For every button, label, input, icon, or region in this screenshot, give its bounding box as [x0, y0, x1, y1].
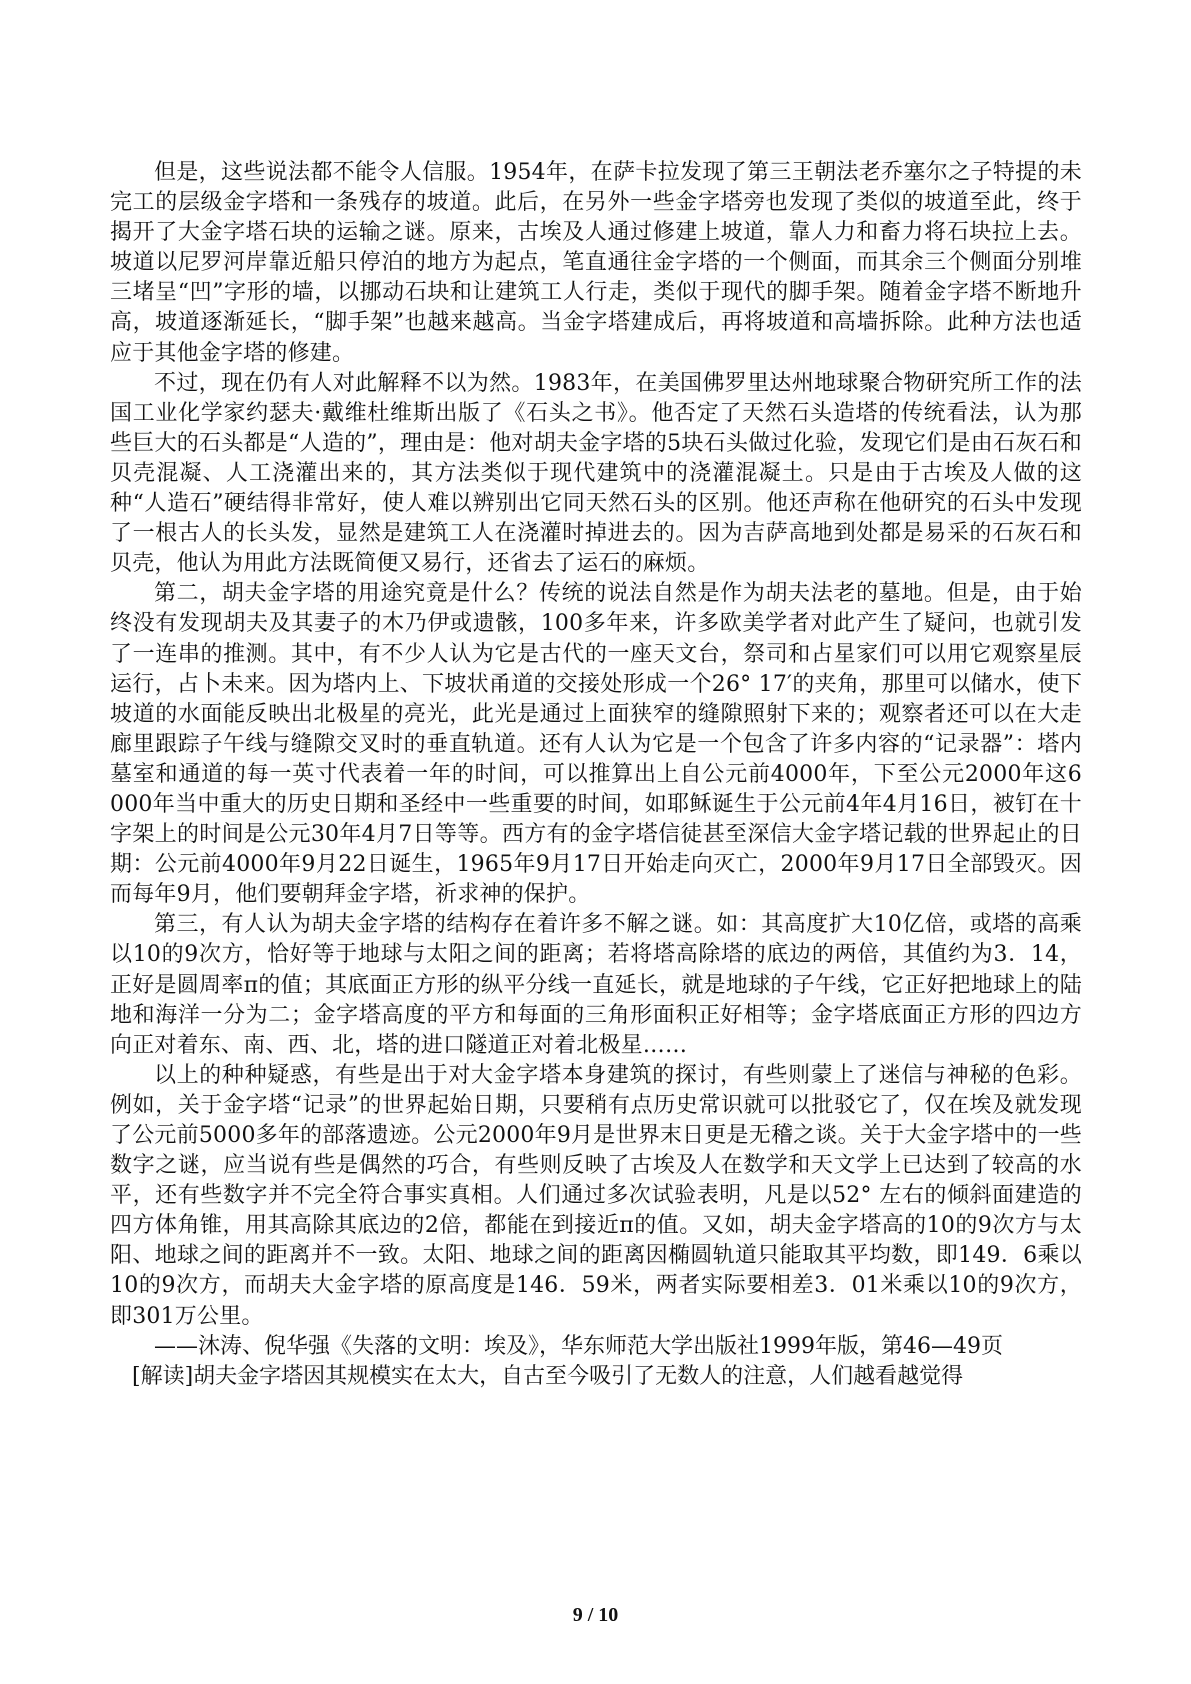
page-number: 9 / 10	[572, 1604, 619, 1626]
interpretation-note: [解读]胡夫金字塔因其规模实在太大，自古至今吸引了无数人的注意，人们越看越觉得	[132, 1363, 964, 1389]
paragraph-structure-mysteries: 第三，有人认为胡夫金字塔的结构存在着许多不解之谜。如：其高度扩大10亿倍，或塔的高乘以10的9次方，恰好等于地球与太阳之间的距离；若将塔高除塔的底边的两倍，其值约为3．14，正好是圆周率π的值；其底面正方形的纵平分线一直延长，就是地球的子午线，它正好把地球上的陆地和海洋一分为二；金字塔高度的平方和每面的三角形面积正好相等；金字塔底面正方形的四边方向正对着东、南、西、北，塔的进口隧道正对着北极星……	[110, 912, 1082, 1058]
paragraph-ramp-theory: 但是，这些说法都不能令人信服。1954年，在萨卡拉发现了第三王朝法老乔塞尔之子特提的未完工的层级金字塔和一条残存的坡道。此后，在另外一些金字塔旁也发现了类似的坡道至此，终于揭开了大金字塔石块的运输之谜。原来，古埃及人通过修建上坡道，靠人力和畜力将石块拉上去。坡道以尼罗河岸靠近船只停泊的地方为起点，笔直通往金字塔的一个侧面，而其余三个侧面分别堆三堵呈“凹”字形的墙，以挪动石块和让建筑工人行走，类似于现代的脚手架。随着金字塔不断地升高，坡道逐渐延长，“脚手架”也越来越高。当金字塔建成后，再将坡道和高墙拆除。此种方法也适应于其他金字塔的修建。	[110, 160, 1082, 366]
source-citation: ——沐涛、倪华强《失落的文明：埃及》，华东师范大学出版社1999年版，第46—49页	[154, 1333, 1003, 1359]
article-body	[110, 158, 1082, 1392]
paragraph-purpose: 第二，胡夫金字塔的用途究竟是什么？传统的说法自然是作为胡夫法老的墓地。但是，由于始终没有发现胡夫及其妻子的木乃伊或遗骸，100多年来，许多欧美学者对此产生了疑问，也就引发了一连串的推测。其中，有不少人认为它是古代的一座天文台，祭司和占星家们可以用它观察星辰运行，占卜未来。因为塔内上、下坡状甬道的交接处形成一个26° 17′的夹角，那里可以储水，使下坡道的水面能反映出北极星的亮光，此光是通过上面狭窄的缝隙照射下来的；观察者还可以在大走廊里跟踪子午线与缝隙交叉时的垂直轨道。还有人认为它是一个包含了许多内容的“记录器”：塔内墓室和通道的每一英寸代表着一年的时间，可以推算出上自公元前4000年，下至公元2000年这6 000年当中重大的历史日期和圣经中一些重要的时间，如耶稣诞生于公元前4年4月16日，被钉在十字架上的时间是公元30年4月7日等等。西方有的金字塔信徒甚至深信大金字塔记载的世界起止的日期：公元前4000年9月22日诞生，1965年9月17日开始走向灭亡，2000年9月17日全部毁灭。因而每年9月，他们要朝拜金字塔，祈求神的保护。	[110, 581, 1082, 908]
paragraph-analysis: 以上的种种疑惑，有些是出于对大金字塔本身建筑的探讨，有些则蒙上了迷信与神秘的色彩。例如，关于金字塔“记录”的世界起始日期，只要稍有点历史常识就可以批驳它了，仅在埃及就发现了公元前5000多年的部落遗迹。公元2000年9月是世界末日更是无稽之谈。关于大金字塔中的一些数字之谜，应当说有些是偶然的巧合，有些则反映了古埃及人在数学和天文学上已达到了较高的水平，还有些数字并不完全符合事实真相。人们通过多次试验表明，凡是以52° 左右的倾斜面建造的四方体角锥，用其高除其底边的2倍，都能在到接近π的值。又如，胡夫金字塔高的10的9次方与太阳、地球之间的距离并不一致。太阳、地球之间的距离因椭圆轨道只能取其平均数，即149．6乘以10的9次方，而胡夫大金字塔的原高度是146．59米，两者实际要相差3．01米乘以10的9次方，即301万公里。	[110, 1062, 1082, 1329]
paragraph-artificial-stone: 不过，现在仍有人对此解释不以为然。1983年，在美国佛罗里达州地球聚合物研究所工作的法国工业化学家约瑟夫·戴维杜维斯出版了《石头之书》。他否定了天然石头造塔的传统看法，认为那些巨大的石头都是“人造的”，理由是：他对胡夫金字塔的5块石头做过化验，发现它们是由石灰石和贝壳混凝、人工浇灌出来的，其方法类似于现代建筑中的浇灌混凝土。只是由于古埃及人做的这种“人造石”硬结得非常好，使人难以辨别出它同天然石头的区别。他还声称在他研究的石头中发现了一根古人的长头发，显然是建筑工人在浇灌时掉进去的。因为吉萨高地到处都是易采的石灰石和贝壳，他认为用此方法既简便又易行，还省去了运石的麻烦。	[110, 370, 1082, 577]
